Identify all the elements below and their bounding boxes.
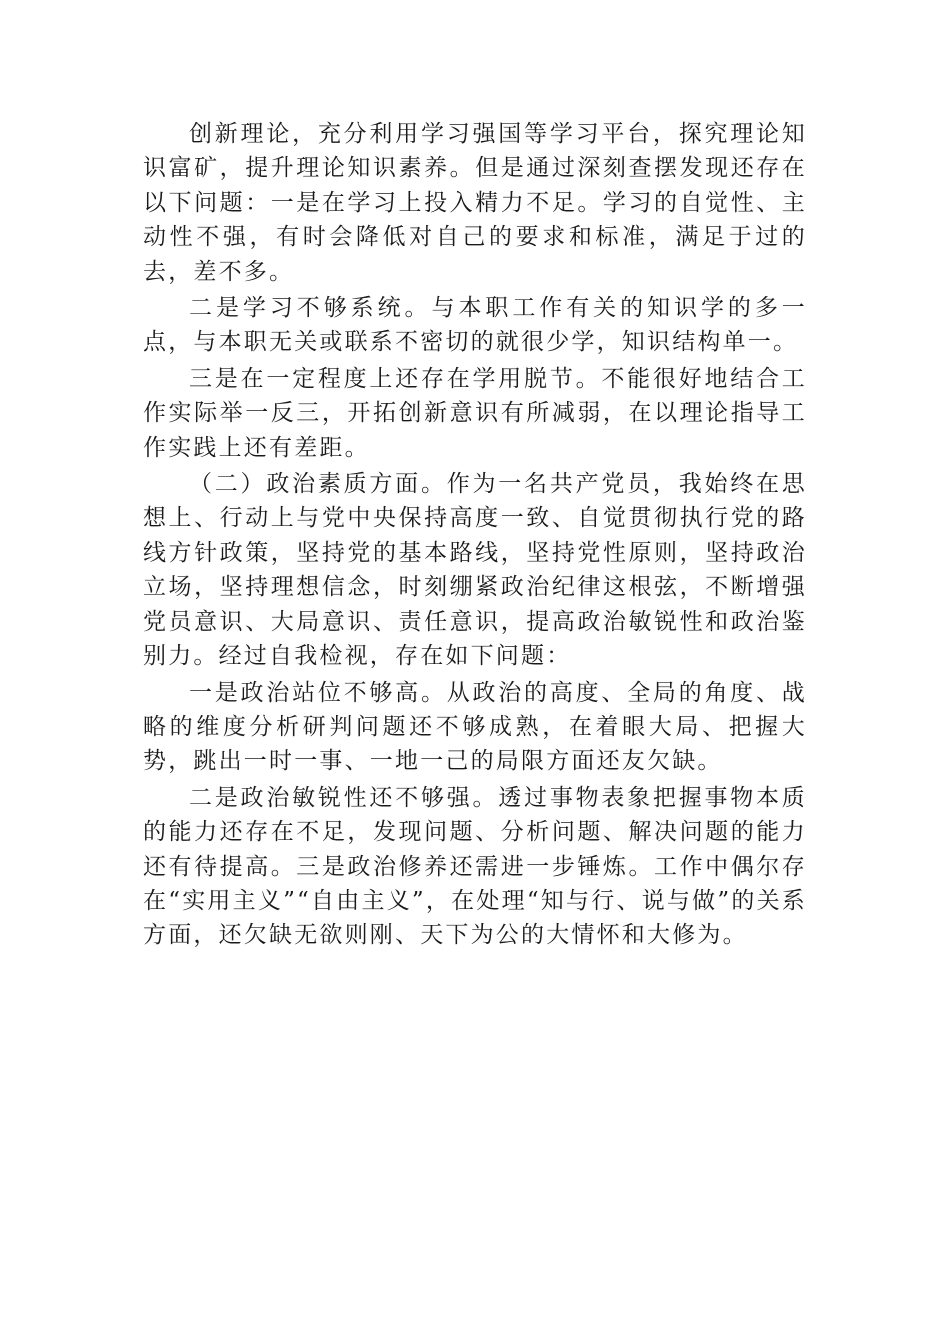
paragraph-learning-system: 二是学习不够系统。与本职工作有关的知识学的多一点，与本职无关或联系不密切的就很少学，知识结构单一。 <box>143 295 807 356</box>
paragraph-learning-application: 三是在一定程度上还存在学用脱节。不能很好地结合工作实际举一反三，开拓创新意识有所减弱，在以理论指导工作实践上还有差距。 <box>143 365 807 461</box>
paragraph-political-quality: （二）政治素质方面。作为一名共产党员，我始终在思想上、行动上与党中央保持高度一致、自觉贯彻执行党的路线方针政策，坚持党的基本路线，坚持党性原则，坚持政治立场，坚持理想信念，时刻绷紧政治纪律这根弦，不断增强党员意识、大局意识、责任意识，提高政治敏锐性和政治鉴别力。经过自我检视，存在如下问题： <box>143 471 807 670</box>
paragraph-theory-study: 创新理论，充分利用学习强国等学习平台，探究理论知识富矿，提升理论知识素养。但是通过深刻查摆发现还存在以下问题：一是在学习上投入精力不足。学习的自觉性、主动性不强，有时会降低对自己的要求和标准，满足于过的去，差不多。 <box>143 121 807 285</box>
document-body <box>143 117 807 953</box>
paragraph-political-stance: 一是政治站位不够高。从政治的高度、全局的角度、战略的维度分析研判问题还不够成熟，在着眼大局、把握大势，跳出一时一事、一地一己的局限方面还友欠缺。 <box>143 679 807 775</box>
paragraph-political-sensitivity: 二是政治敏锐性还不够强。透过事物表象把握事物本质的能力还存在不足，发现问题、分析问题、解决问题的能力还有待提高。三是政治修养还需进一步锤炼。工作中偶尔存在“实用主义”“自由主义”，在处理“知与行、说与做”的关系方面，还欠缺无欲则刚、天下为公的大情怀和大修为。 <box>143 784 807 949</box>
